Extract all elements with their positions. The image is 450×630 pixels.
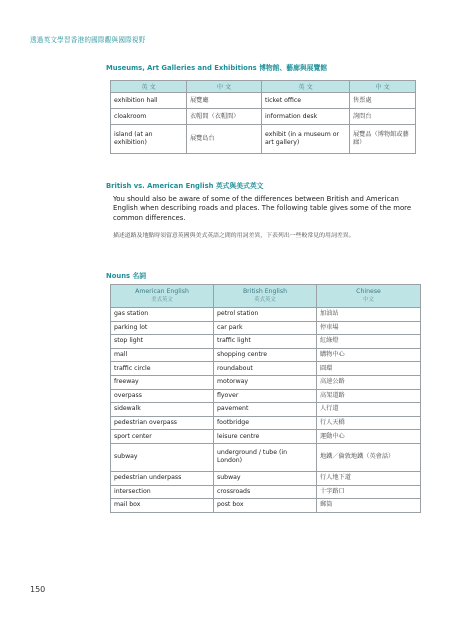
cell-zh: 展覽品（博物館或藝廊） bbox=[350, 125, 416, 154]
header-english-1: 英 文 bbox=[111, 81, 187, 93]
table-row bbox=[111, 471, 421, 485]
cell-british: footbridge bbox=[214, 416, 317, 430]
cell-american: parking lot bbox=[111, 321, 214, 335]
cell-british: petrol station bbox=[214, 308, 317, 322]
table-row bbox=[111, 93, 416, 109]
cell-zh: 售票處 bbox=[350, 93, 416, 109]
cell-zh: 展覽廳 bbox=[187, 93, 262, 109]
table-row bbox=[111, 125, 416, 154]
cell-british: flyover bbox=[214, 389, 317, 403]
cell-british: post box bbox=[214, 499, 317, 513]
cell-chinese: 人行道 bbox=[317, 403, 421, 417]
cell-chinese: 紅綠燈 bbox=[317, 335, 421, 349]
cell-chinese: 十字路口 bbox=[317, 485, 421, 499]
header-chinese-zh: 中文 bbox=[363, 297, 374, 303]
cell-american: subway bbox=[111, 443, 214, 471]
section-museums-title: Museums, Art Galleries and Exhibitions 博物館、藝廊與展覽館 bbox=[106, 64, 328, 72]
page-number: 150 bbox=[30, 585, 46, 594]
table-row bbox=[111, 403, 421, 417]
cell-chinese: 運動中心 bbox=[317, 430, 421, 444]
cell-british: car park bbox=[214, 321, 317, 335]
table-header-row bbox=[111, 285, 421, 308]
cell-british: underground / tube (in London) bbox=[214, 443, 317, 471]
cell-british: leisure centre bbox=[214, 430, 317, 444]
header-chinese-1: 中 文 bbox=[187, 81, 262, 93]
table-row bbox=[111, 485, 421, 499]
cell-british: crossroads bbox=[214, 485, 317, 499]
cell-chinese: 加油站 bbox=[317, 308, 421, 322]
cell-american: stop light bbox=[111, 335, 214, 349]
cell-chinese: 停車場 bbox=[317, 321, 421, 335]
cell-american: mall bbox=[111, 348, 214, 362]
table-row bbox=[111, 499, 421, 513]
museums-vocab-table bbox=[110, 80, 416, 154]
cell-british: shopping centre bbox=[214, 348, 317, 362]
cell-american: sidewalk bbox=[111, 403, 214, 417]
cell-american: pedestrian overpass bbox=[111, 416, 214, 430]
cell-british: pavement bbox=[214, 403, 317, 417]
cell-american: traffic circle bbox=[111, 362, 214, 376]
table-row bbox=[111, 375, 421, 389]
cell-american: overpass bbox=[111, 389, 214, 403]
intro-paragraph-chinese: 描述道路及地點時須留意英國與美式英語之間的用詞差異，下表列出一些較常見的用詞差異。 bbox=[113, 233, 355, 239]
cell-en: island (at an exhibition) bbox=[111, 125, 187, 154]
cell-british: roundabout bbox=[214, 362, 317, 376]
header-chinese bbox=[317, 285, 421, 308]
intro-paragraph: You should also be aware of some of the differences between British and American English when describing roads and places. The following table gives some of the more common differences. bbox=[113, 195, 412, 222]
running-head: 透過英文學習香港的國際觀與國際視野 bbox=[30, 36, 146, 44]
table-row bbox=[111, 109, 416, 125]
cell-american: mail box bbox=[111, 499, 214, 513]
cell-american: gas station bbox=[111, 308, 214, 322]
cell-american: pedestrian underpass bbox=[111, 471, 214, 485]
cell-en: information desk bbox=[262, 109, 350, 125]
cell-chinese: 郵筒 bbox=[317, 499, 421, 513]
cell-chinese: 地鐵／倫敦地鐵（英會話） bbox=[317, 443, 421, 471]
cell-zh: 衣帽間（衣帽間） bbox=[187, 109, 262, 125]
cell-chinese: 行人地下道 bbox=[317, 471, 421, 485]
header-american-en: American English bbox=[135, 288, 189, 295]
cell-en: exhibit (in a museum or art gallery) bbox=[262, 125, 350, 154]
header-british bbox=[214, 285, 317, 308]
table-row bbox=[111, 430, 421, 444]
cell-american: freeway bbox=[111, 375, 214, 389]
table-row bbox=[111, 416, 421, 430]
cell-american: sport center bbox=[111, 430, 214, 444]
table-header-row bbox=[111, 81, 416, 93]
cell-american: intersection bbox=[111, 485, 214, 499]
header-american bbox=[111, 285, 214, 308]
table-row bbox=[111, 348, 421, 362]
cell-chinese: 高架道路 bbox=[317, 389, 421, 403]
cell-zh: 詢問台 bbox=[350, 109, 416, 125]
header-chinese-2: 中 文 bbox=[350, 81, 416, 93]
cell-british: subway bbox=[214, 471, 317, 485]
table-row bbox=[111, 362, 421, 376]
table-row bbox=[111, 321, 421, 335]
nouns-comparison-table bbox=[110, 284, 421, 513]
header-english-2: 英 文 bbox=[262, 81, 350, 93]
table-row bbox=[111, 308, 421, 322]
header-british-zh: 英式英文 bbox=[254, 297, 276, 303]
table-row bbox=[111, 443, 421, 471]
cell-british: motorway bbox=[214, 375, 317, 389]
cell-chinese: 高速公路 bbox=[317, 375, 421, 389]
header-british-en: British English bbox=[242, 288, 288, 295]
cell-zh: 展覽島台 bbox=[187, 125, 262, 154]
nouns-subtitle: Nouns 名詞 bbox=[106, 272, 147, 280]
cell-en: ticket office bbox=[262, 93, 350, 109]
table-row bbox=[111, 335, 421, 349]
header-american-zh: 美式英文 bbox=[151, 297, 173, 303]
section-british-american-title: British vs. American English 英式與美式英文 bbox=[106, 182, 264, 190]
cell-chinese: 圓環 bbox=[317, 362, 421, 376]
cell-en: exhibition hall bbox=[111, 93, 187, 109]
cell-chinese: 行人天橋 bbox=[317, 416, 421, 430]
cell-chinese: 購物中心 bbox=[317, 348, 421, 362]
cell-en: cloakroom bbox=[111, 109, 187, 125]
cell-british: traffic light bbox=[214, 335, 317, 349]
table-row bbox=[111, 389, 421, 403]
header-chinese-en: Chinese bbox=[356, 288, 381, 295]
